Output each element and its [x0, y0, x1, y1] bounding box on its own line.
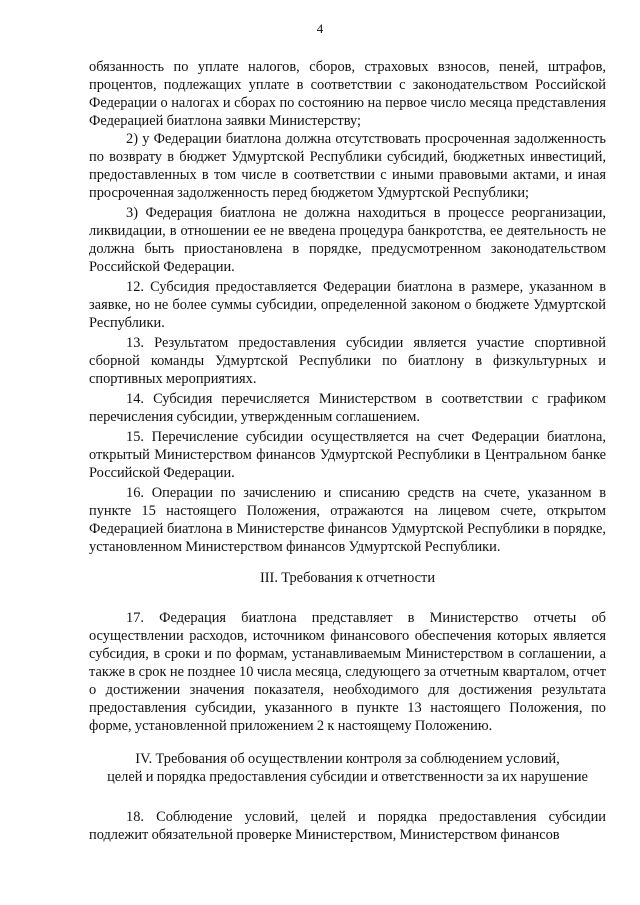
paragraph-13: 13. Результатом предоставления субсидии является участие спортивной сборной команды Удмуртской Республики по биатлону в физкультурных и спортивных мероприятиях. — [89, 335, 606, 387]
paragraph-continuation: обязанность по уплате налогов, сборов, страховых взносов, пеней, штрафов, процентов, подлежащих уплате в соответствии с законодательством Российской Федерации о налогах и сборах по состоянию на первое число месяца представления Федерацией биатлона заявки Министерству; — [89, 59, 606, 129]
paragraph-15: 15. Перечисление субсидии осуществляется на счет Федерации биатлона, открытый Министерством финансов Удмуртской Республики в Центральном банке Российской Федерации. — [89, 429, 606, 481]
document-body — [89, 58, 606, 844]
paragraph-item-3: 3) Федерация биатлона не должна находиться в процессе реорганизации, ликвидации, в отношении ее не введена процедура банкротства, ее деятельность не должна быть приостановлена в порядке, предусмотренном законодательством Российской Федерации. — [89, 205, 606, 275]
paragraph-12: 12. Субсидия предоставляется Федерации биатлона в размере, указанном в заявке, но не более суммы субсидии, определенной законом о бюджете Удмуртской Республики. — [89, 279, 606, 331]
section-heading-4-line-1: IV. Требования об осуществлении контроля за соблюдением условий, — [135, 751, 560, 767]
page-number: 4 — [316, 21, 324, 36]
section-heading-3: III. Требования к отчетности — [259, 570, 436, 586]
paragraph-18: 18. Соблюдение условий, целей и порядка предоставления субсидии подлежит обязательной проверке Министерством, Министерством финансов — [89, 809, 606, 843]
paragraph-item-2: 2) у Федерации биатлона должна отсутствовать просроченная задолженность по возврату в бюджет Удмуртской Республики субсидий, бюджетных инвестиций, предоставленных в том числе в соответствии с иными правовыми актами, и иная просроченная задолженность перед бюджетом Удмуртской Республики; — [89, 131, 606, 201]
paragraph-14: 14. Субсидия перечисляется Министерством в соответствии с графиком перечисления субсидии, утвержденным соглашением. — [89, 391, 606, 425]
paragraph-17: 17. Федерация биатлона представляет в Министерство отчеты об осуществлении расходов, источником финансового обеспечения которых является субсидия, в сроки и по формам, устанавливаемым Министерством в соглашении, а также в срок не позднее 10 числа месяца, следующего за отчетным кварталом, отчет о достижении значения показателя, необходимого для достижения результата предоставления субсидии, указанного в пункте 13 настоящего Положения, по форме, установленной приложением 2 к настоящему Положению. — [89, 610, 606, 734]
section-heading-4-line-2: целей и порядка предоставления субсидии и ответственности за их нарушение — [107, 769, 588, 785]
paragraph-16: 16. Операции по зачислению и списанию средств на счете, указанном в пункте 15 настоящего Положения, отражаются на лицевом счете, открытом Федерацией биатлона в Министерстве финансов Удмуртской Республики в порядке, установленном Министерством финансов Удмуртской Республики. — [89, 485, 606, 555]
